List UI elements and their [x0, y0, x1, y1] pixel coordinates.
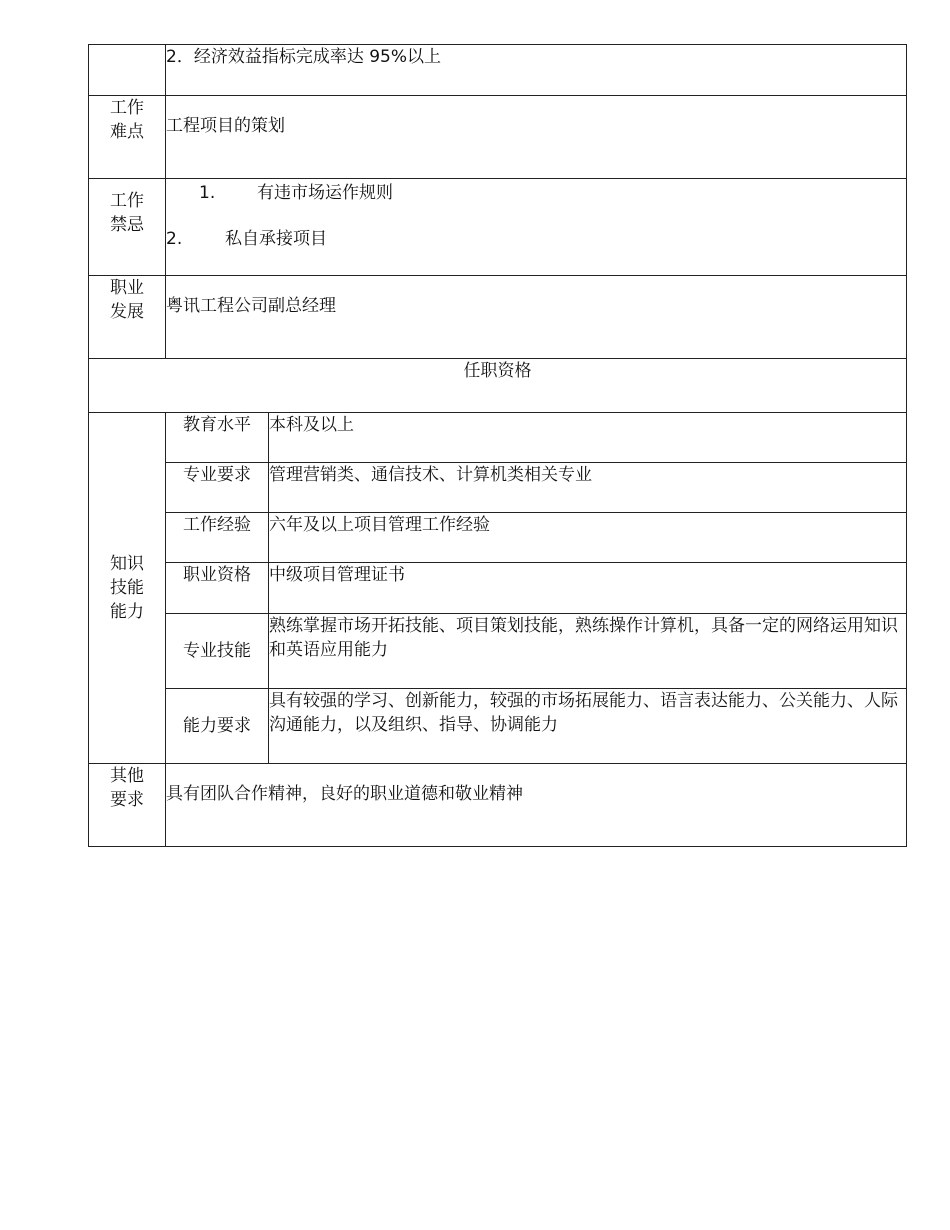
qualification-row — [89, 463, 907, 513]
performance-content: 2．经济效益指标完成率达 95%以上 — [166, 45, 907, 96]
ability-label: 能力要求 — [166, 689, 269, 764]
qualification-row — [89, 413, 907, 463]
qualification-row — [89, 563, 907, 614]
taboo-row — [89, 179, 907, 276]
performance-row — [89, 45, 907, 96]
career-content: 粤讯工程公司副总经理 — [166, 276, 907, 359]
difficulty-label-line1: 工作 — [110, 98, 144, 118]
other-label-line2: 要求 — [110, 790, 144, 810]
taboo-item-1-num: 1. — [199, 183, 216, 203]
taboo-label — [89, 179, 166, 276]
taboo-content — [166, 179, 907, 276]
other-row — [89, 764, 907, 847]
other-label — [89, 764, 166, 847]
career-label — [89, 276, 166, 359]
taboo-item-2-num: 2. — [166, 229, 183, 249]
taboo-label-line2: 禁忌 — [110, 215, 144, 235]
qualifications-title-row — [89, 359, 907, 413]
knowledge-skills-label-line3: 能力 — [110, 602, 144, 622]
difficulty-label — [89, 96, 166, 179]
career-label-line2: 发展 — [110, 302, 144, 322]
knowledge-skills-label-line1: 知识 — [110, 554, 144, 574]
difficulty-row — [89, 96, 907, 179]
other-label-line1: 其他 — [110, 766, 144, 786]
taboo-item-2-text: 私自承接项目 — [225, 229, 327, 249]
job-description-table — [88, 44, 907, 847]
taboo-item-2 — [166, 227, 906, 251]
major-value: 管理营销类、通信技术、计算机类相关专业 — [269, 463, 907, 513]
major-label: 专业要求 — [166, 463, 269, 513]
professional-skills-value: 熟练掌握市场开拓技能、项目策划技能，熟练操作计算机，具备一定的网络运用知识和英语应用能力 — [269, 614, 907, 689]
certification-label: 职业资格 — [166, 563, 269, 614]
qualification-row — [89, 614, 907, 689]
education-label: 教育水平 — [166, 413, 269, 463]
taboo-label-line1: 工作 — [110, 191, 144, 211]
career-row — [89, 276, 907, 359]
professional-skills-label: 专业技能 — [166, 614, 269, 689]
qualification-row — [89, 513, 907, 563]
difficulty-label-line2: 难点 — [110, 122, 144, 142]
knowledge-skills-label-line2: 技能 — [110, 578, 144, 598]
qualification-row — [89, 689, 907, 764]
ability-value: 具有较强的学习、创新能力，较强的市场拓展能力、语言表达能力、公关能力、人际沟通能力，以及组织、指导、协调能力 — [269, 689, 907, 764]
experience-label: 工作经验 — [166, 513, 269, 563]
education-value: 本科及以上 — [269, 413, 907, 463]
performance-label-cell — [89, 45, 166, 96]
other-content: 具有团队合作精神，良好的职业道德和敬业精神 — [166, 764, 907, 847]
experience-value: 六年及以上项目管理工作经验 — [269, 513, 907, 563]
certification-value: 中级项目管理证书 — [269, 563, 907, 614]
career-label-line1: 职业 — [110, 278, 144, 298]
taboo-item-1-text: 有违市场运作规则 — [257, 183, 393, 203]
knowledge-skills-label — [89, 413, 166, 764]
difficulty-content: 工程项目的策划 — [166, 96, 907, 179]
taboo-item-1 — [166, 181, 906, 205]
qualifications-title: 任职资格 — [89, 359, 907, 413]
